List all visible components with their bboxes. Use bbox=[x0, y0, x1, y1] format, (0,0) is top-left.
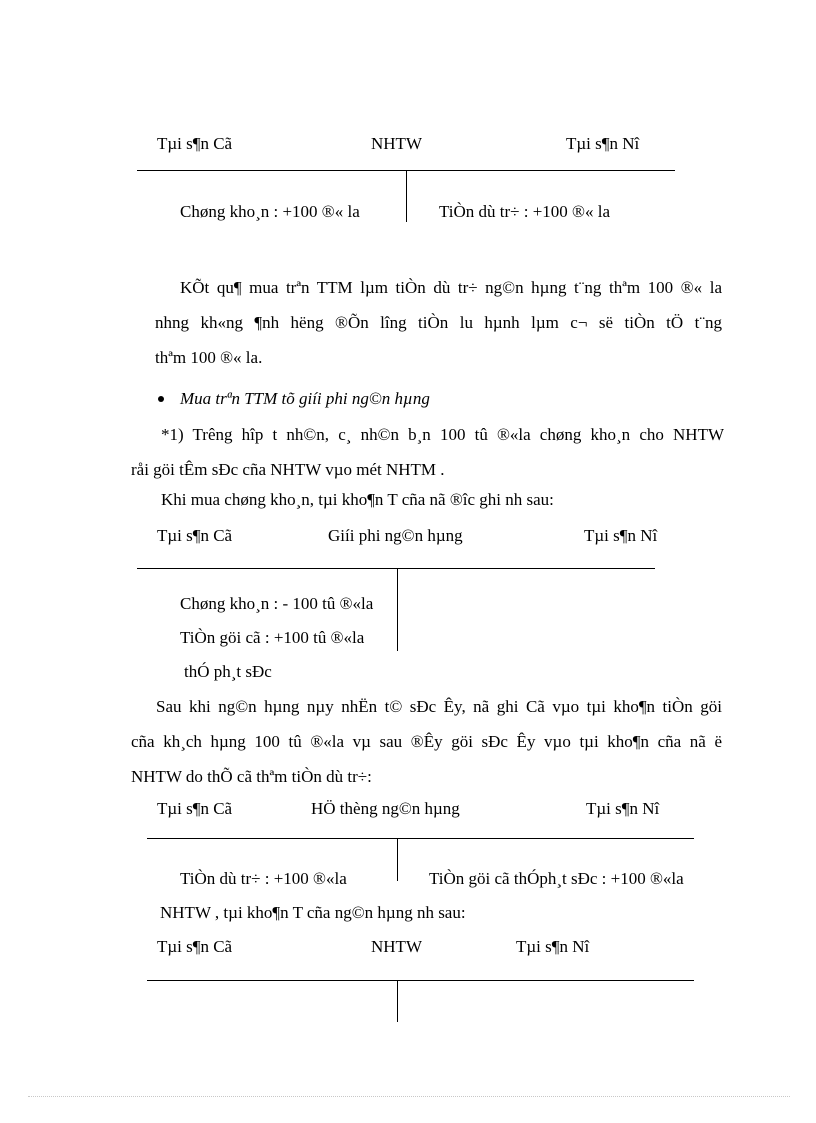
t1-center-header: NHTW bbox=[371, 134, 422, 153]
bullet-icon bbox=[158, 396, 164, 402]
case-1-line: *1) Trêng hîp t nh©n, c¸ nh©n b¸n 100 tû ®«la chøng kho¸n cho NHTW bbox=[161, 425, 724, 444]
t3-left-entry: TiÒn dù tr÷ : +100 ®«la bbox=[180, 869, 347, 888]
t4-horizontal-rule bbox=[147, 980, 694, 981]
t1-right-entry: TiÒn dù tr÷ : +100 ®« la bbox=[439, 202, 610, 221]
t1-right-header: Tµi s¶n Nî bbox=[566, 134, 640, 153]
t1-left-header: Tµi s¶n Cã bbox=[157, 134, 233, 153]
paragraph-1 bbox=[137, 270, 722, 375]
paragraph-2-line: NHTW do thÕ cã thªm tiÒn dù tr÷: bbox=[131, 767, 372, 786]
t2-right-header: Tµi s¶n Nî bbox=[584, 526, 658, 545]
t4-right-header: Tµi s¶n Nî bbox=[516, 937, 590, 956]
bullet-heading: Mua trªn TTM tõ giíi phi ng©n hµng bbox=[180, 389, 430, 408]
t3-left-header: Tµi s¶n Cã bbox=[157, 799, 233, 818]
t3-center-header: HÖ thèng ng©n hµng bbox=[311, 799, 460, 818]
t2-left-header: Tµi s¶n Cã bbox=[157, 526, 233, 545]
t3-vertical-rule bbox=[397, 838, 398, 881]
page-footer-rule bbox=[28, 1096, 790, 1097]
case-1-intro: Khi mua chøng kho¸n, tµi kho¶n T cña nã ®îc ghi nh sau: bbox=[161, 490, 554, 509]
t2-left-entry: TiÒn göi cã : +100 tû ®«la bbox=[180, 628, 365, 647]
paragraph-1-line: thªm 100 ®« la. bbox=[155, 348, 263, 367]
t2-vertical-rule bbox=[397, 568, 398, 651]
t3-right-entry: TiÒn göi cã thÓph¸t sÐc : +100 ®«la bbox=[429, 869, 684, 888]
case-1-paragraph bbox=[131, 417, 724, 487]
t3-right-header: Tµi s¶n Nî bbox=[586, 799, 660, 818]
paragraph-1-line: nhng kh«ng ¶nh hëng ®Õn lîng tiÒn lu hµnh lµm c¬ së tiÒn tÖ t¨ng bbox=[155, 313, 722, 332]
paragraph-2-line: Sau khi ng©n hµng nµy nhËn t© sÐc Êy, nã ghi Cã vµo tµi kho¶n tiÒn göi bbox=[156, 697, 722, 716]
t1-left-entry: Chøng kho¸n : +100 ®« la bbox=[180, 202, 360, 221]
t2-left-entry: Chøng kho¸n : - 100 tû ®«la bbox=[180, 594, 374, 613]
t3-horizontal-rule bbox=[147, 838, 694, 839]
t2-center-header: Giíi phi ng©n hµng bbox=[328, 526, 463, 545]
paragraph-2-line: cña kh¸ch hµng 100 tû ®«la vµ sau ®Êy göi sÐc Êy vµo tµi kho¶n cña nã ë bbox=[131, 732, 722, 751]
t4-center-header: NHTW bbox=[371, 937, 422, 956]
paragraph-1-line: KÕt qu¶ mua trªn TTM lµm tiÒn dù tr÷ ng©n hµng t¨ng thªm 100 ®« la bbox=[180, 278, 722, 297]
paragraph-2 bbox=[131, 689, 722, 794]
nhtw-line: NHTW , tµi kho¶n T cña ng©n hµng nh sau: bbox=[160, 903, 466, 922]
t2-horizontal-rule bbox=[137, 568, 655, 569]
t1-vertical-rule bbox=[406, 170, 407, 222]
t4-vertical-rule bbox=[397, 980, 398, 1022]
case-1-line: råi göi tÊm sÐc cña NHTW vµo mét NHTM . bbox=[131, 460, 445, 479]
t2-left-entry: thÓ ph¸t sÐc bbox=[184, 662, 272, 681]
t4-left-header: Tµi s¶n Cã bbox=[157, 937, 233, 956]
